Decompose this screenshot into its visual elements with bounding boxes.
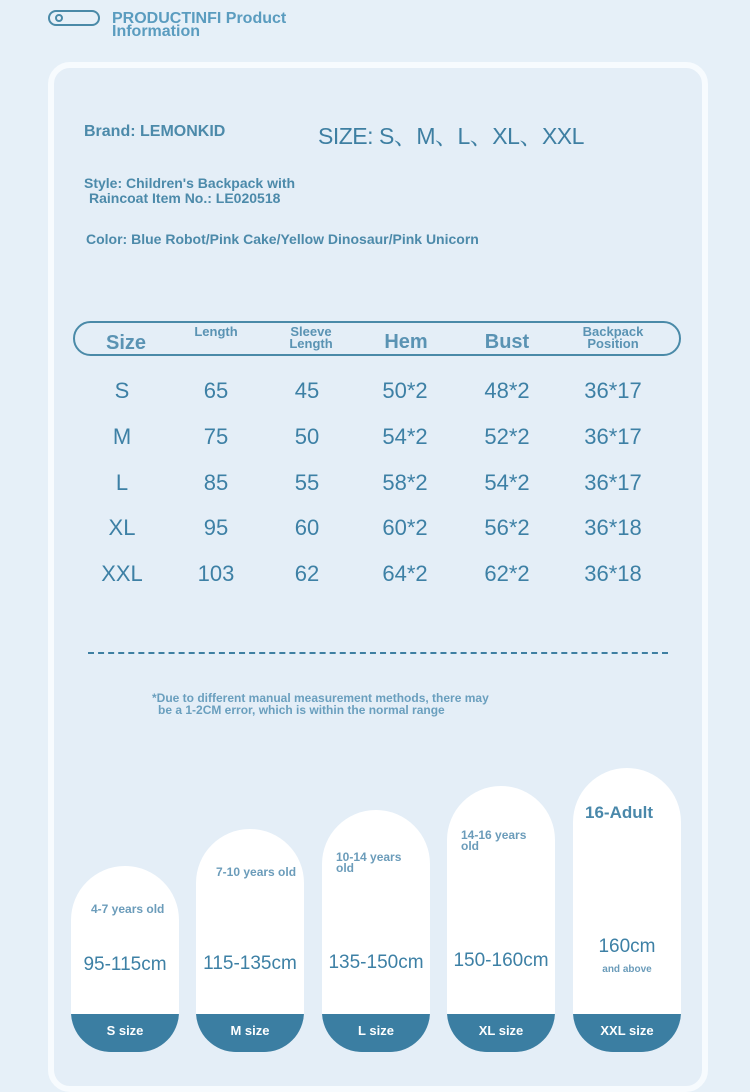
table-cell: 103 — [197, 561, 235, 586]
size-badge-label: XL size — [478, 1023, 524, 1038]
table-cell: L — [115, 470, 129, 495]
height-range: 160cm — [598, 936, 656, 957]
table-row — [0, 515, 750, 545]
height-range: 95-115cm — [83, 954, 167, 975]
note-line-1: *Due to different manual measurement methods, there may — [152, 691, 489, 705]
style-line-2: Raincoat Item No.: LE020518 — [89, 190, 281, 206]
table-cell: 85 — [203, 470, 229, 495]
table-cell: 36*17 — [584, 470, 642, 495]
table-cell: 56*2 — [484, 515, 530, 540]
measurement-note — [152, 692, 572, 716]
table-cell: 64*2 — [382, 561, 428, 586]
color-info: Color: Blue Robot/Pink Cake/Yellow Dinosaur/Pink Unicorn — [86, 231, 479, 247]
size-guide-card — [573, 768, 681, 1052]
table-cell: 36*18 — [584, 561, 642, 586]
header-dot-icon — [55, 14, 63, 22]
page-header — [48, 10, 748, 50]
table-cell: 45 — [294, 378, 320, 403]
note-line-2: be a 1-2CM error, which is within the normal range — [158, 703, 445, 717]
table-cell: 50*2 — [382, 378, 428, 403]
table-row — [0, 424, 750, 454]
brand-label: Brand: LEMONKID — [84, 123, 226, 140]
table-cell: 58*2 — [382, 470, 428, 495]
height-note: and above — [602, 964, 652, 975]
table-cell: 36*17 — [584, 424, 642, 449]
header-title: PRODUCTINFI Product Information — [112, 10, 287, 40]
table-cell: 54*2 — [484, 470, 530, 495]
age-range: 10-14 years old — [336, 850, 402, 875]
table-cell: 75 — [203, 424, 229, 449]
age-range: 16-Adult — [585, 803, 653, 822]
size-list-label: SIZE: — [318, 123, 374, 149]
table-cell: 54*2 — [382, 424, 428, 449]
table-header-cell: Backpack Position — [582, 324, 644, 351]
age-range: 4-7 years old — [91, 902, 165, 916]
size-badge-label: XXL size — [600, 1023, 654, 1038]
table-header-cell: Size — [105, 332, 147, 354]
size-badge-label: L size — [358, 1023, 394, 1038]
table-cell: 65 — [203, 378, 229, 403]
table-cell: 52*2 — [484, 424, 530, 449]
table-row — [0, 470, 750, 500]
table-cell: 95 — [203, 515, 229, 540]
table-cell: 60 — [294, 515, 320, 540]
table-cell: 36*17 — [584, 378, 642, 403]
size-guide-card — [196, 829, 304, 1052]
height-range: 115-135cm — [203, 953, 297, 974]
table-row — [0, 378, 750, 408]
table-header-cell: Length — [194, 324, 238, 339]
table-cell: S — [114, 378, 130, 403]
table-cell: 55 — [294, 470, 320, 495]
table-cell: 36*18 — [584, 515, 642, 540]
divider — [88, 652, 668, 654]
table-cell: XL — [108, 515, 136, 540]
size-guide-card — [71, 866, 179, 1052]
age-range: 7-10 years old — [216, 865, 297, 879]
style-info — [84, 176, 295, 206]
table-cell: 62*2 — [484, 561, 530, 586]
table-row — [0, 561, 750, 591]
size-guide-card — [322, 810, 430, 1052]
table-cell: 50 — [294, 424, 320, 449]
table-header-cell: Bust — [484, 331, 530, 353]
table-cell: XXL — [101, 561, 143, 586]
table-cell: 62 — [294, 561, 320, 586]
size-badge-label: M size — [230, 1023, 270, 1038]
table-cell: 48*2 — [484, 378, 530, 403]
height-range: 135-150cm — [328, 952, 424, 973]
age-range: 14-16 years old — [461, 828, 527, 853]
header-toggle-icon — [48, 10, 100, 26]
table-header-cell: Sleeve Length — [289, 324, 333, 351]
size-list — [318, 118, 584, 151]
style-line-1: Style: Children's Backpack with — [84, 175, 296, 191]
size-badge-label: S size — [106, 1023, 144, 1038]
height-range: 150-160cm — [453, 950, 549, 971]
table-header-cell: Hem — [384, 331, 428, 353]
size-guide-card — [447, 786, 555, 1052]
table-cell: 60*2 — [382, 515, 428, 540]
size-list-values: S、M、L、XL、XXL — [379, 123, 584, 149]
table-cell: M — [112, 424, 132, 449]
